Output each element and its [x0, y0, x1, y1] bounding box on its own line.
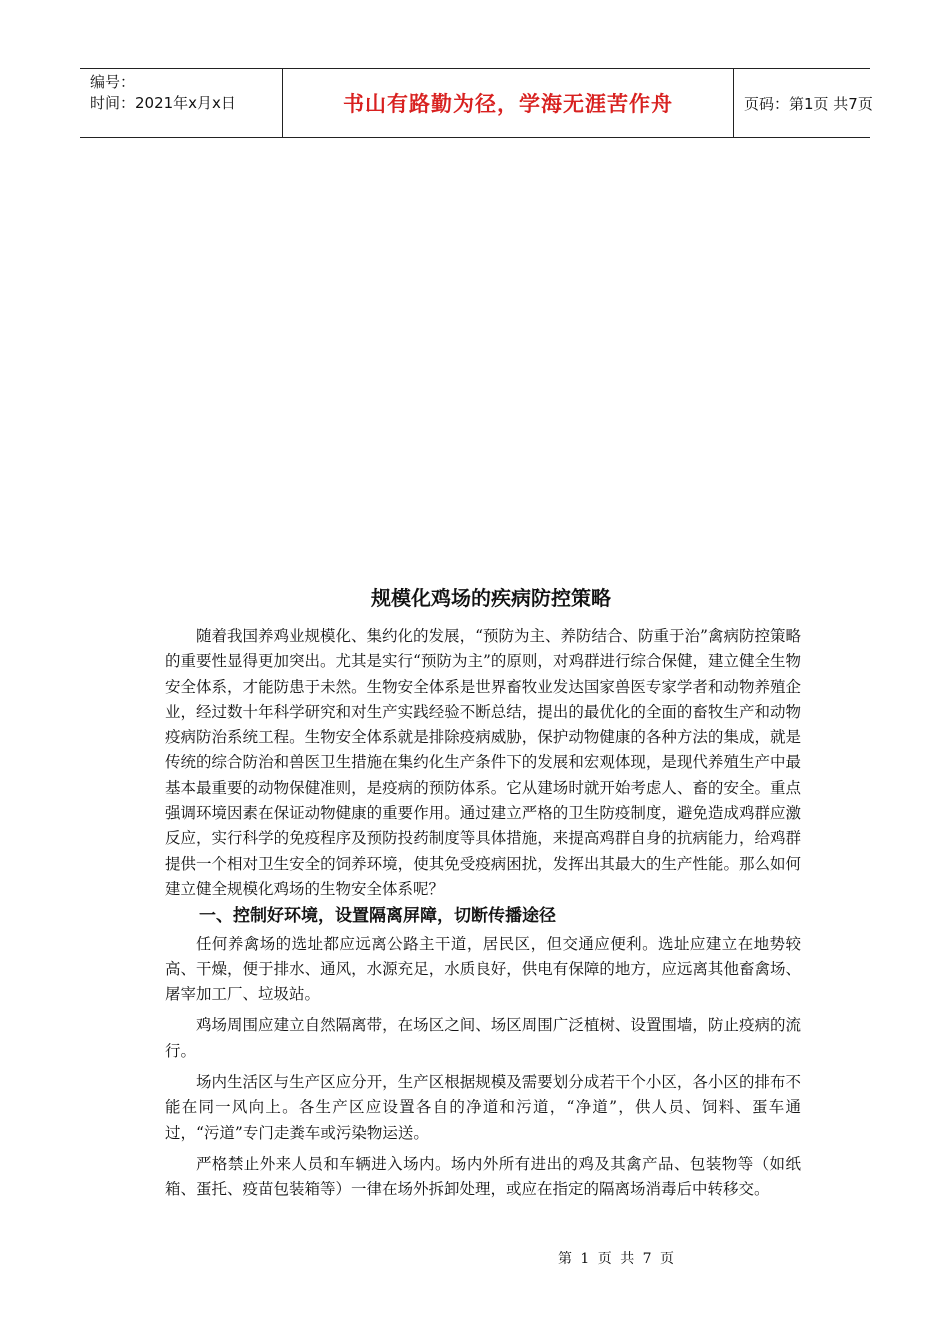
- header-page-cell: [734, 69, 873, 137]
- document-body: [165, 624, 801, 1203]
- section-heading: 一、控制好环境，设置隔离屏障，切断传播途径: [199, 906, 556, 927]
- page-footer: 第 1 页 共 7 页: [557, 1251, 677, 1267]
- body-paragraph: 鸡场周围应建立自然隔离带，在场区之间、场区周围广泛植树、设置围墙，防止疫病的流行。: [165, 1016, 801, 1060]
- header-page-info: 页码：第1页 共7页: [744, 94, 873, 113]
- intro-paragraph: 随着我国养鸡业规模化、集约化的发展，“预防为主、养防结合、防重于治”禽病防控策略的重要性显得更加突出。尤其是实行“预防为主”的原则，对鸡群进行综合保健，建立健全生物安全体系，才能防患于未然。生物安全体系是世界畜牧业发达国家兽医专家学者和动物养殖企业，经过数十年科学研究和对生产实践经验不断总结，提出的最优化的全面的畜牧生产和动物疫病防治系统工程。生物安全体系就是排除疫病威胁，保护动物健康的各种方法的集成，就是传统的综合防治和兽医卫生措施在集约化生产条件下的发展和宏观体现，是现代养殖生产中最基本最重要的动物保健准则，是疫病的预防体系。它从建场时就开始考虑人、畜的安全。重点强调环境因素在保证动物健康的重要作用。通过建立严格的卫生防疫制度，避免造成鸡群应激反应，实行科学的免疫程序及预防投药制度等具体措施，来提高鸡群自身的抗病能力，给鸡群提供一个相对卫生安全的饲养环境，使其免受疫病困扰，发挥出其最大的生产性能。那么如何建立健全规模化鸡场的生物安全体系呢？: [165, 627, 801, 898]
- document-title: 规模化鸡场的疾病防控策略: [371, 586, 611, 610]
- header-table: [80, 68, 873, 138]
- header-motto: 书山有路勤为径，学海无涯苦作舟: [343, 92, 673, 116]
- header-left-cell: [80, 69, 282, 137]
- body-paragraph: 严格禁止外来人员和车辆进入场内。场内外所有进出的鸡及其禽产品、包装物等（如纸箱、蛋托、疫苗包装箱等）一律在场外拆卸处理，或应在指定的隔离场消毒后中转移交。: [165, 1154, 801, 1199]
- header-motto-cell: [282, 69, 734, 137]
- body-paragraph: 场内生活区与生产区应分开，生产区根据规模及需要划分成若干个小区，各小区的排布不能在同一风向上。各生产区应设置各自的净道和污道，“净道”，供人员、饲料、蛋车通过，“污道”专门走粪车或污染物运送。: [165, 1073, 801, 1142]
- document-date: 时间：2021年x月x日: [90, 94, 236, 112]
- document-number-label: 编号：: [90, 73, 136, 91]
- body-paragraph: 任何养禽场的选址都应远离公路主干道，居民区，但交通应便利。选址应建立在地势较高、干燥，便于排水、通风，水源充足，水质良好，供电有保障的地方，应远离其他畜禽场、屠宰加工厂、垃圾站。: [165, 934, 801, 1004]
